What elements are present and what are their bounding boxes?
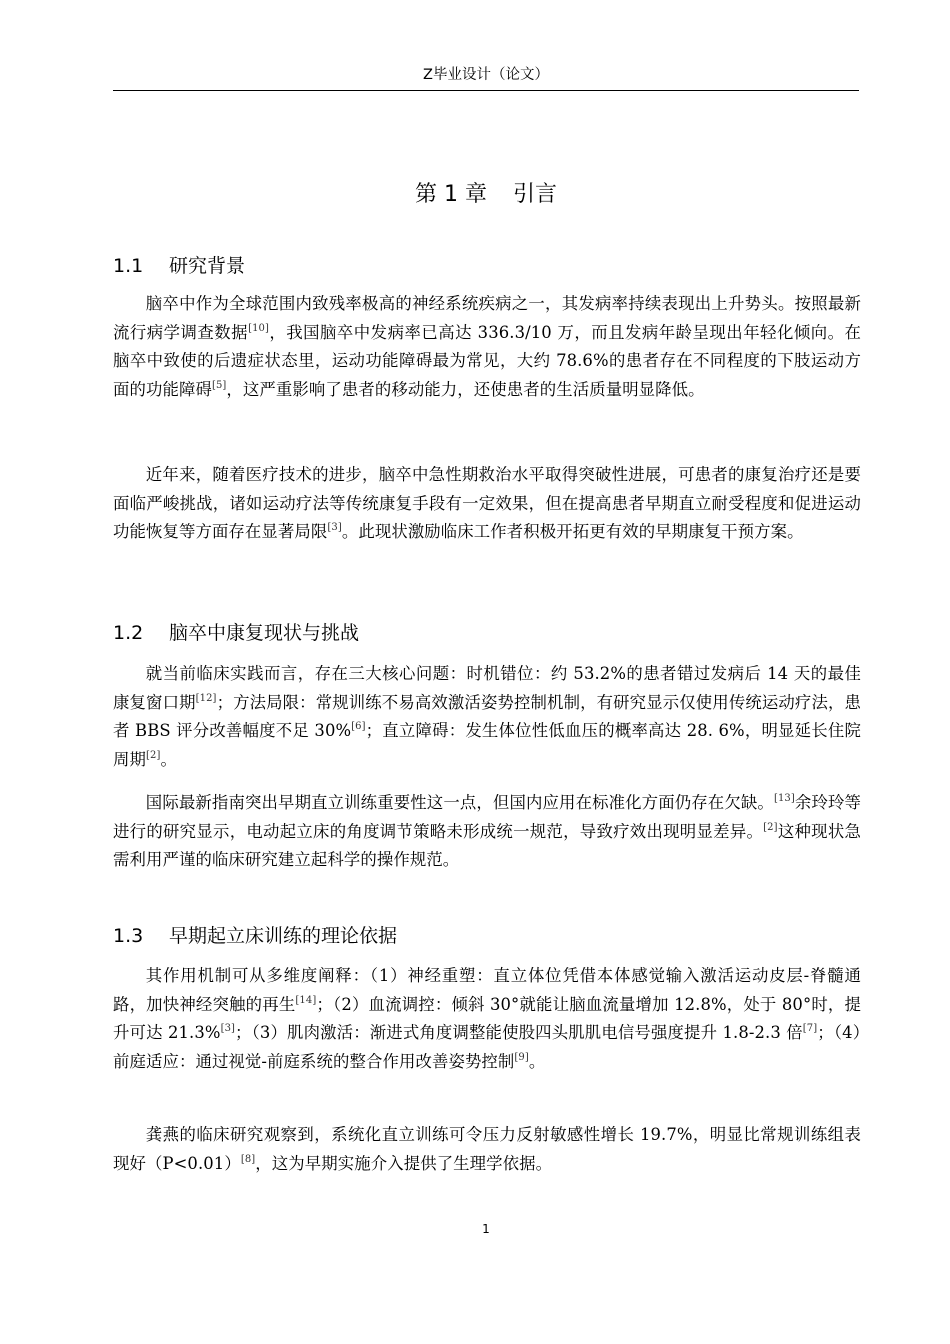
paragraph-text: ；方法局限：常规训练不易高效激活姿势控制机制，有研究显示仅使用传统运动疗法，患者 BBS 评分改善幅度不足 30% [113,692,861,740]
section-heading-1-1 [113,252,859,280]
paragraph-text: 这种现状急需利用严谨的临床研究建立起科学的操作规范。 [113,821,861,869]
paragraph [113,789,861,875]
paragraph-text: 余玲玲等进行的研究显示，电动起立床的角度调节策略未形成统一规范，导致疗效出现明显差异。 [113,793,861,841]
section-title: 早期起立床训练的理论依据 [169,925,398,947]
paragraph [113,962,861,1076]
citation-ref: [9] [514,1051,529,1063]
page-number: 1 [482,1222,490,1236]
paragraph-text: ，我国脑卒中发病率已高达 336.3/10 万，而且发病年龄呈现出年轻化倾向。在脑卒中致使的后遗症状态里，运动功能障碍最为常见，大约 78.6%的患者存在不同程度的下肢运动方面的功能障碍 [113,322,861,399]
section-number: 1.1 [113,255,144,277]
paragraph-text: ，这为早期实施介入提供了生理学依据。 [255,1153,553,1173]
section-number: 1.2 [113,622,144,644]
section-number: 1.3 [113,925,144,947]
paragraph [113,660,861,774]
paragraph-text: ；（2）血流调控：倾斜 30°就能让脑血流量增加 12.8%，处于 80°时，提升可达 21.3% [113,994,862,1042]
paragraph-text: ；（4）前庭适应：通过视觉-前庭系统的整合作用改善姿势控制 [113,1023,861,1071]
section-heading-1-2 [113,619,859,647]
paragraph-text: ，这严重影响了患者的移动能力，还使患者的生活质量明显降低。 [226,379,705,399]
page-header [113,64,859,91]
citation-ref: [6] [351,721,366,732]
paragraph [113,1121,861,1178]
paragraph [113,461,861,547]
paragraph-text: 龚燕的临床研究观察到，系统化直立训练可令压力反射敏感性增长 19.7%，明显比常规训练组表现好（P<0.01） [113,1125,861,1173]
paragraph-text: 国际最新指南突出早期直立训练重要性这一点，但国内应用在标准化方面仍存在欠缺。 [145,793,774,812]
citation-ref: [3] [327,522,342,533]
citation-ref: [2] [145,749,161,761]
chapter-number: 第 1 章 [415,182,487,207]
citation-ref: [13] [773,793,795,804]
citation-ref: [5] [211,379,227,391]
citation-ref: [2] [763,821,778,833]
citation-ref: [12] [195,692,217,704]
paragraph-text: 。此现状激励临床工作者积极开拓更有效的早期康复干预方案。 [341,522,804,541]
paragraph-text: 就当前临床实践而言，存在三大核心问题：时机错位：约 53.2%的患者错过发病后 14 天的最佳康复窗口期 [113,664,861,712]
chapter-name: 引言 [512,182,557,207]
paragraph-text: 。 [160,749,177,769]
citation-ref: [8] [240,1153,256,1165]
citation-ref: [7] [802,1023,818,1034]
paragraph [113,290,861,404]
citation-ref: [10] [248,322,269,334]
paragraph-text: 。 [528,1051,546,1071]
header-title: Z毕业设计（论文） [423,67,549,83]
section-title: 研究背景 [169,255,246,277]
citation-ref: [14] [295,994,317,1006]
paragraph-text: 脑卒中作为全球范围内致残率极高的神经系统疾病之一，其发病率持续表现出上升势头。按照最新流行病学调查数据 [113,294,861,342]
chapter-title [113,178,859,212]
paragraph-text: ；直立障碍：发生体位性低血压的概率高达 28. 6%，明显延长住院周期 [113,721,861,769]
section-heading-1-3 [113,922,859,950]
section-title: 脑卒中康复现状与挑战 [169,622,360,644]
paragraph-text: ；（3）肌肉激活：渐进式角度调整能使股四头肌肌电信号强度提升 1.8-2.3 倍 [235,1023,803,1042]
citation-ref: [3] [220,1023,236,1034]
paragraph-text: 其作用机制可从多维度阐释：（1）神经重塑：直立体位凭借本体感觉输入激活运动皮层-脊髓通路，加快神经突触的再生 [113,966,861,1014]
paragraph-text: 近年来，随着医疗技术的进步，脑卒中急性期救治水平取得突破性进展，可患者的康复治疗还是要面临严峻挑战，诸如运动疗法等传统康复手段有一定效果，但在提高患者早期直立耐受程度和促进运动功能恢复等方面存在显著局限 [113,465,861,541]
